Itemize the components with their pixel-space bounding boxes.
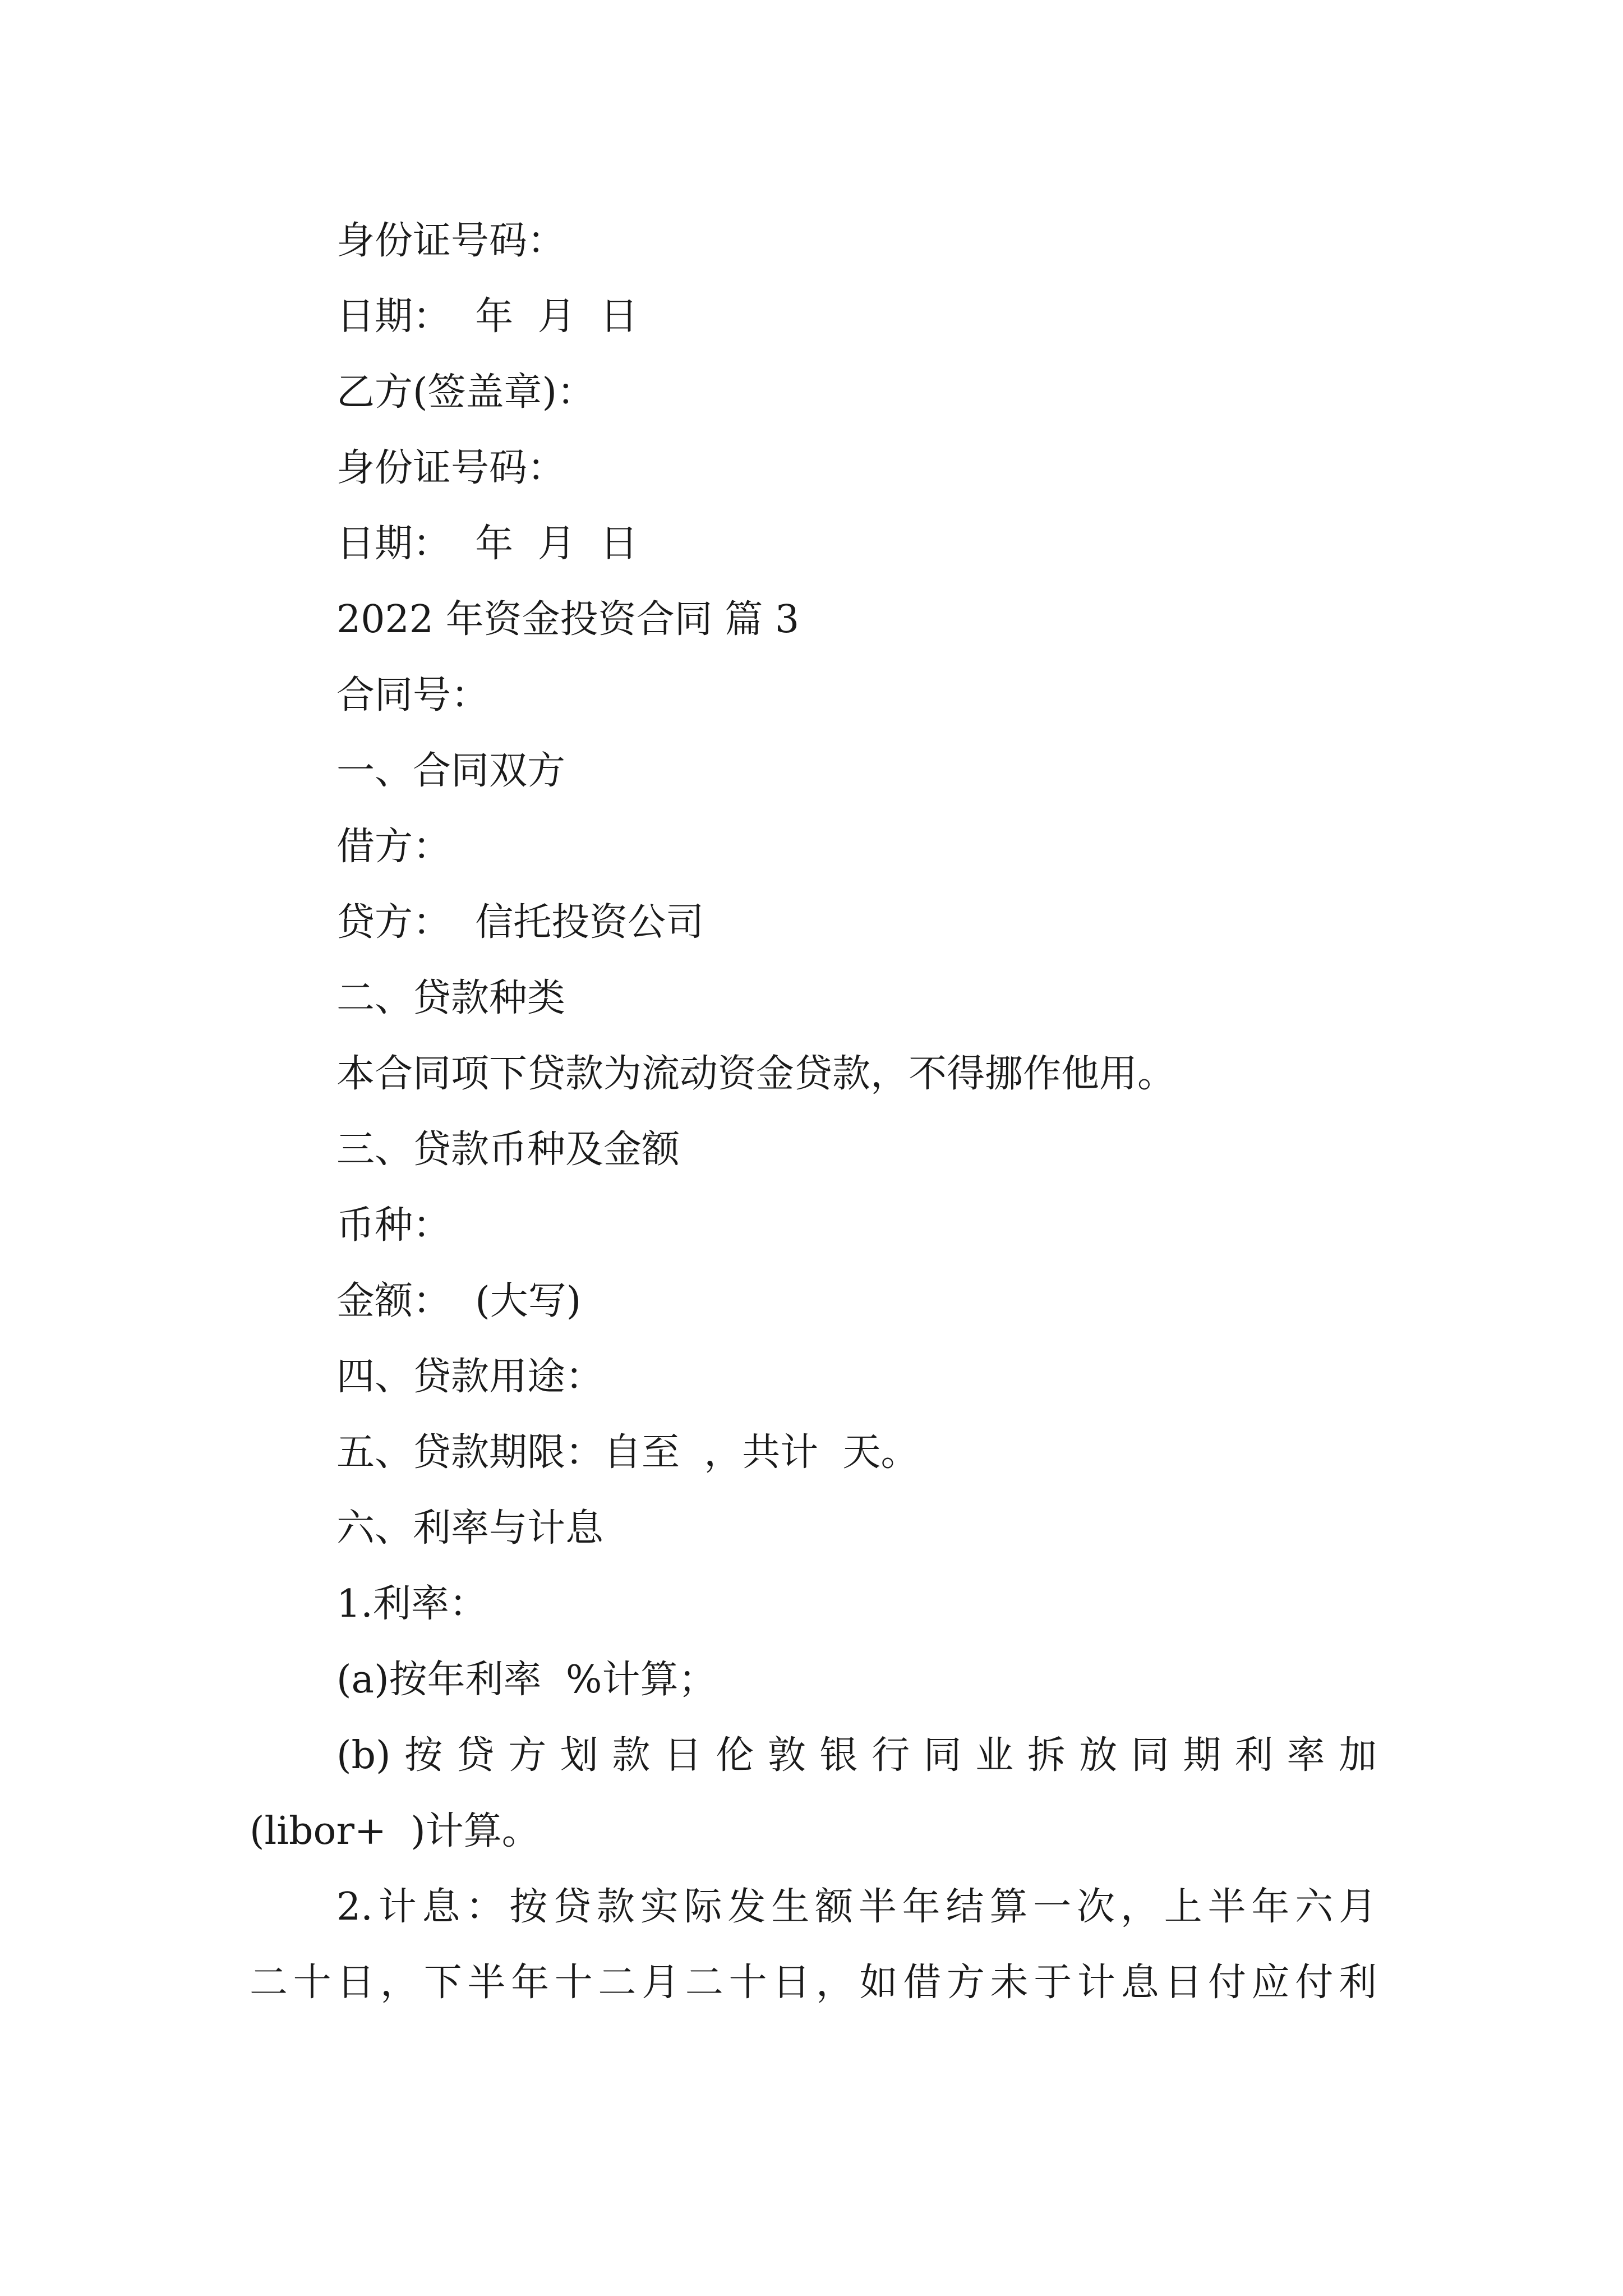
contract-number-label: 合同号： bbox=[336, 673, 490, 717]
borrower-label: 借方： bbox=[336, 825, 451, 869]
section-heading-interest: 六、利率与计息 bbox=[336, 1506, 604, 1550]
currency-label: 币种： bbox=[336, 1203, 451, 1248]
interest-rate-label: 1.利率： bbox=[336, 1582, 487, 1626]
interest-option-a: (a)按年利率 %计算； bbox=[336, 1658, 717, 1702]
interest-option-b-line-2: (libor+ )计算。 bbox=[250, 1809, 540, 1853]
id-number-label-2: 身份证号码： bbox=[336, 446, 566, 490]
loan-term-line: 五、贷款期限：自至 ，共计 天。 bbox=[336, 1430, 919, 1475]
section-heading-parties: 一、合同双方 bbox=[336, 749, 566, 793]
date-line-1: 日期： 年 月 日 bbox=[336, 295, 638, 339]
interest-calc-line-1: 2.计息：按贷款实际发生额半年结算一次，上半年六月 bbox=[336, 1885, 1377, 1929]
section-heading-currency-amount: 三、贷款币种及金额 bbox=[336, 1128, 680, 1172]
party-b-signature-label: 乙方(签盖章)： bbox=[336, 370, 596, 415]
lender-line: 贷方： 信托投资公司 bbox=[336, 900, 704, 945]
interest-calc-line-2: 二十日，下半年十二月二十日，如借方未于计息日付应付利 bbox=[250, 1961, 1377, 2005]
amount-line: 金额： (大写) bbox=[336, 1279, 582, 1323]
date-line-2: 日期： 年 月 日 bbox=[336, 522, 638, 566]
section-heading-loan-purpose: 四、贷款用途： bbox=[336, 1355, 604, 1399]
id-number-label-1: 身份证号码： bbox=[336, 219, 566, 263]
section-heading-loan-type: 二、贷款种类 bbox=[336, 976, 566, 1020]
loan-type-text: 本合同项下贷款为流动资金贷款，不得挪作他用。 bbox=[336, 1052, 1176, 1096]
interest-option-b-line-1: (b)按贷方划款日伦敦银行同业拆放同期利率加 bbox=[336, 1733, 1377, 1778]
contract-title: 2022 年资金投资合同 篇 3 bbox=[336, 597, 800, 642]
